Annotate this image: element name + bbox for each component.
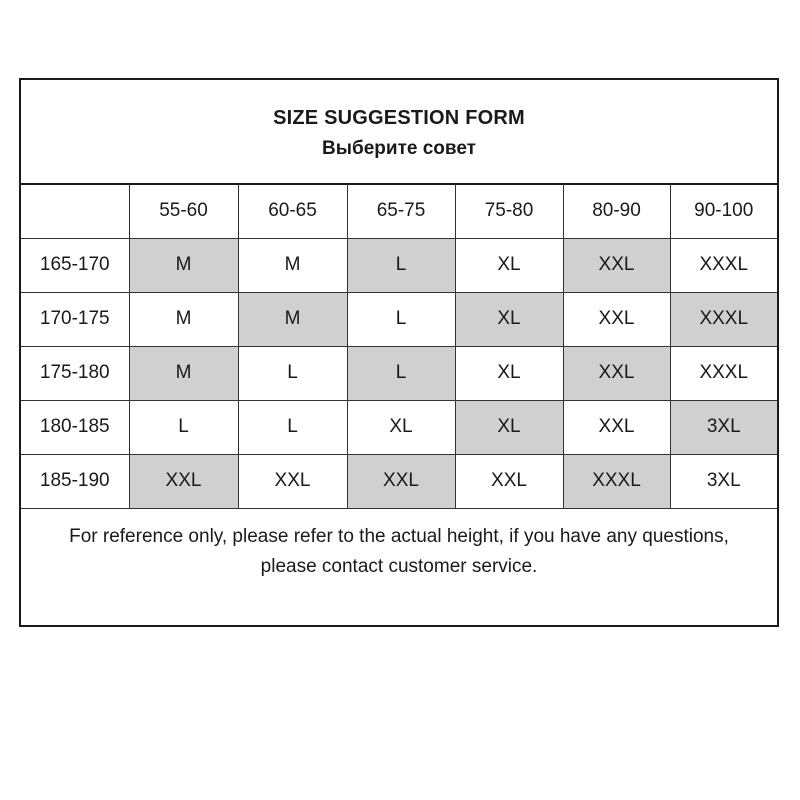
height-cell: 180-185: [21, 400, 129, 454]
size-cell: L: [347, 346, 455, 400]
size-cell: M: [129, 346, 238, 400]
weight-header-cell: 60-65: [238, 184, 347, 238]
size-cell: XXL: [129, 454, 238, 508]
height-cell: 185-190: [21, 454, 129, 508]
size-cell: XXXL: [670, 346, 777, 400]
weight-header-cell: 65-75: [347, 184, 455, 238]
size-suggestion-form: [19, 78, 779, 627]
size-cell: XXXL: [563, 454, 670, 508]
size-cell: 3XL: [670, 400, 777, 454]
size-cell: XXXL: [670, 238, 777, 292]
size-cell: XL: [455, 400, 563, 454]
size-cell: L: [347, 238, 455, 292]
weight-header-cell: 55-60: [129, 184, 238, 238]
weight-header-cell: 80-90: [563, 184, 670, 238]
height-cell: 175-180: [21, 346, 129, 400]
form-title: SIZE SUGGESTION FORM: [273, 107, 525, 129]
table-row: [21, 292, 777, 346]
size-cell: 3XL: [670, 454, 777, 508]
size-cell: XXL: [563, 292, 670, 346]
size-cell: L: [238, 400, 347, 454]
size-cell: XXL: [563, 400, 670, 454]
table-row: [21, 400, 777, 454]
size-cell: M: [238, 292, 347, 346]
form-subtitle: Выберите совет: [322, 138, 476, 159]
height-cell: 170-175: [21, 292, 129, 346]
size-cell: M: [129, 292, 238, 346]
size-cell: XL: [455, 346, 563, 400]
table-row: [21, 454, 777, 508]
height-cell: 165-170: [21, 238, 129, 292]
size-cell: XXL: [563, 238, 670, 292]
size-table: [21, 184, 777, 509]
size-cell: XXL: [347, 454, 455, 508]
reference-note: For reference only, please refer to the actual height, if you have any questions, please contact customer service.: [69, 526, 729, 577]
size-cell: XXL: [238, 454, 347, 508]
form-header: [21, 80, 777, 185]
size-cell: XL: [455, 238, 563, 292]
size-cell: L: [347, 292, 455, 346]
size-cell: XXL: [563, 346, 670, 400]
size-cell: L: [238, 346, 347, 400]
table-row: [21, 346, 777, 400]
size-cell: M: [238, 238, 347, 292]
header-row: [21, 184, 777, 238]
corner-cell: [21, 184, 129, 238]
size-cell: M: [129, 238, 238, 292]
table-row: [21, 238, 777, 292]
size-cell: XL: [455, 292, 563, 346]
size-cell: XXL: [455, 454, 563, 508]
size-cell: L: [129, 400, 238, 454]
size-cell: XXXL: [670, 292, 777, 346]
weight-header-cell: 90-100: [670, 184, 777, 238]
size-cell: XL: [347, 400, 455, 454]
weight-header-cell: 75-80: [455, 184, 563, 238]
